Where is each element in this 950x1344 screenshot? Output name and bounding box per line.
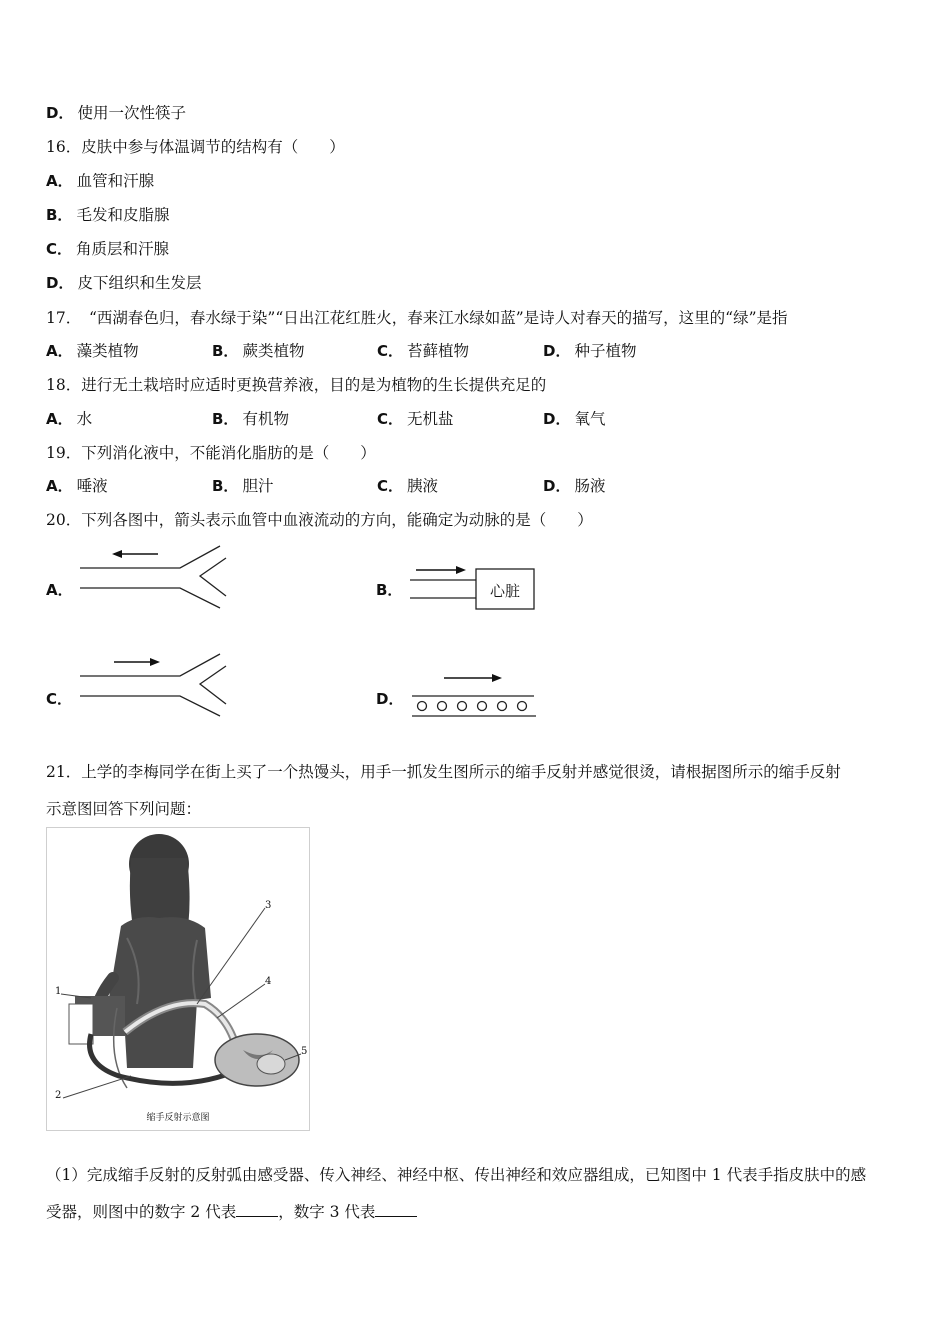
option-label: A．	[46, 172, 73, 190]
q17-option-b: B． 蕨类植物	[212, 342, 305, 360]
figure-number-5: 5	[301, 1046, 308, 1057]
figure-caption: 缩手反射示意图	[146, 1113, 210, 1123]
vessel-diagram-a	[76, 540, 236, 612]
vessel-diagram-c	[76, 648, 236, 720]
option-text: 皮下组织和生发层	[77, 274, 202, 292]
sub1-text-b: ，数字 3 代表	[278, 1203, 376, 1221]
q18-option-c: C． 无机盐	[377, 410, 454, 428]
q16-option-c	[46, 237, 169, 259]
option-text: 毛发和皮脂腺	[76, 206, 170, 224]
option-label: D．	[46, 104, 74, 122]
option-text: 使用一次性筷子	[77, 104, 186, 122]
figure-number-3: 3	[265, 900, 272, 911]
q16-stem: 16．皮肤中参与体温调节的结构有（ ）	[46, 138, 345, 156]
q18-option-b: B． 有机物	[212, 410, 289, 428]
answer-blank-2[interactable]	[236, 1202, 278, 1217]
q19-option-b: B． 胆汁	[212, 477, 274, 495]
q18-option-d: D． 氧气	[543, 410, 606, 428]
reflex-arc-figure	[46, 827, 310, 1131]
q21-sub1-line1: （1）完成缩手反射的反射弧由感受器、传入神经、神经中枢、传出神经和效应器组成，已知图中 1 代表手指皮肤中的感	[46, 1166, 867, 1184]
q20-stem: 20．下列各图中，箭头表示血管中血液流动的方向，能确定为动脉的是（ ）	[46, 511, 593, 529]
q20-figure-b-label: B．	[376, 581, 403, 599]
q17-stem: 17． “西湖春色归，春水绿于染”“日出江花红胜火，春来江水绿如蓝”是诗人对春天的描写，这里的“绿”是指	[46, 309, 788, 327]
q20-figure-c-label: C．	[46, 690, 73, 708]
q18-stem: 18．进行无土栽培时应适时更换营养液，目的是为植物的生长提供充足的	[46, 376, 547, 394]
q20-figure-a-label: A．	[46, 581, 73, 599]
vessel-diagram-d	[406, 668, 542, 722]
q21-stem-line2: 示意图回答下列问题：	[46, 800, 202, 818]
option-text: 角质层和汗腺	[76, 240, 170, 258]
q16-option-a	[46, 169, 154, 191]
q19-option-c: C． 胰液	[377, 477, 439, 495]
option-text: 血管和汗腺	[76, 172, 155, 190]
option-label: D．	[46, 274, 74, 292]
q21-stem-line1: 21．上学的李梅同学在街上买了一个热馒头，用手一抓发生图所示的缩手反射并感觉很烫，请根据图所示的缩手反射	[46, 763, 841, 781]
heart-label: 心脏	[489, 582, 520, 600]
answer-blank-3[interactable]	[375, 1202, 417, 1217]
option-label: C．	[46, 240, 73, 258]
q20-figure-d-label: D．	[376, 690, 404, 708]
figure-number-1: 1	[55, 986, 62, 997]
q17-option-c: C． 苔藓植物	[377, 342, 470, 360]
figure-number-2: 2	[55, 1090, 62, 1101]
q19-option-d: D． 肠液	[543, 477, 606, 495]
q16-option-d	[46, 271, 201, 293]
q19-stem: 19．下列消化液中，不能消化脂肪的是（ ）	[46, 444, 376, 462]
q16-option-b	[46, 203, 169, 225]
q15-option-d	[46, 101, 186, 123]
q17-option-d: D． 种子植物	[543, 342, 637, 360]
option-label: B．	[46, 206, 73, 224]
q17-option-a: A． 藻类植物	[46, 342, 139, 360]
q21-sub1-line2	[46, 1200, 417, 1222]
q18-option-a: A． 水	[46, 410, 93, 428]
q19-option-a: A． 唾液	[46, 477, 108, 495]
sub1-text-a: 受器，则图中的数字 2 代表	[46, 1203, 237, 1221]
figure-number-4: 4	[265, 976, 272, 987]
